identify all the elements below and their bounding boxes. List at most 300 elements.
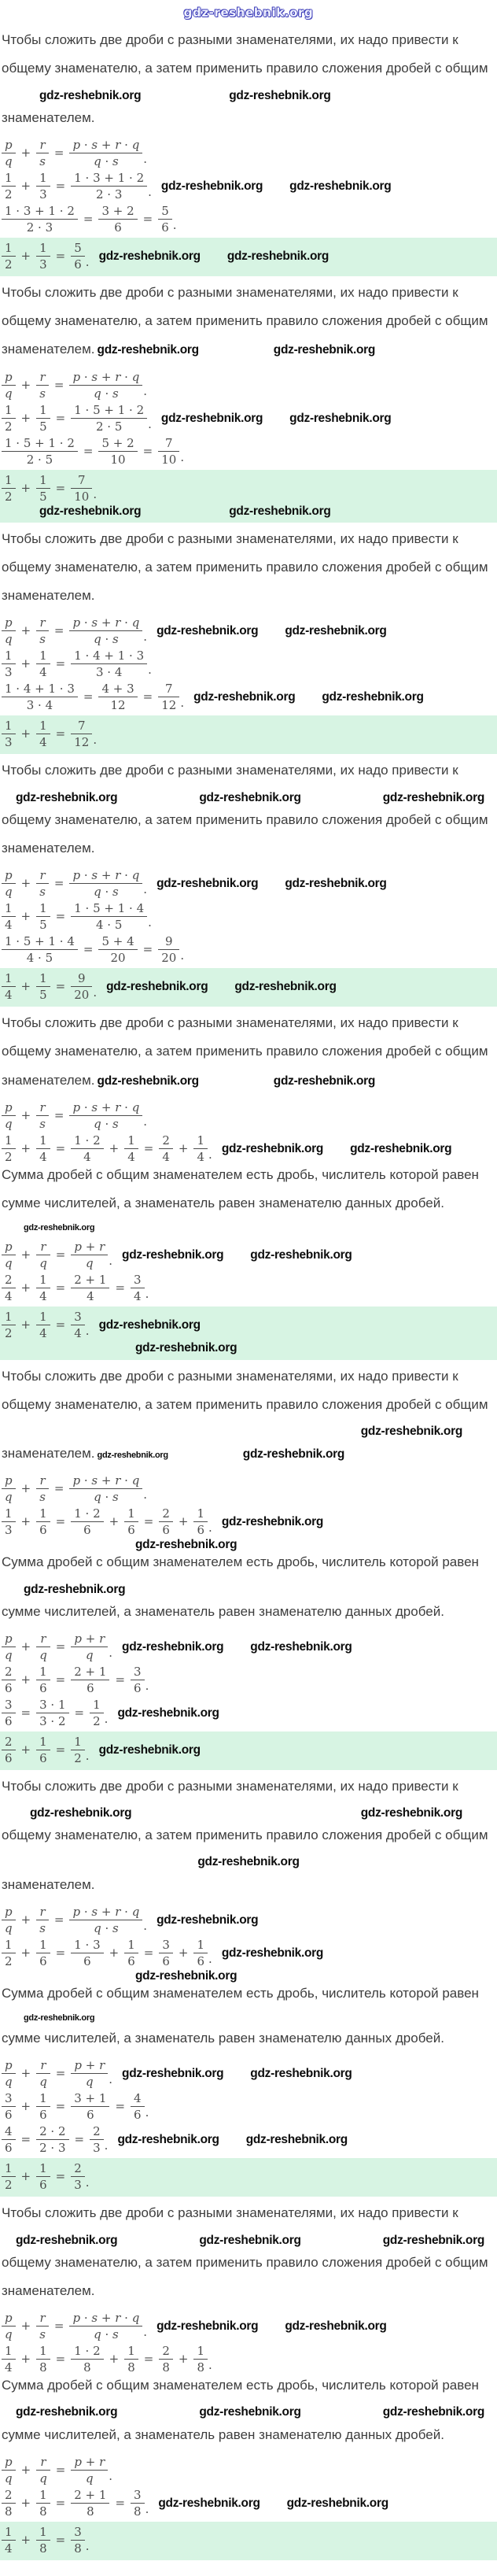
fraction-numerator: p · s + r · q	[69, 1100, 142, 1116]
watermark: gdz-reshebnik.org	[221, 1515, 324, 1529]
watermark: gdz-reshebnik.org	[382, 2233, 484, 2247]
math-operator: .	[143, 383, 148, 398]
fraction	[159, 1506, 173, 1537]
fraction-numerator: 7	[71, 473, 92, 489]
fraction	[159, 2344, 173, 2375]
math-expression	[2, 1310, 90, 1340]
fraction-numerator: r	[36, 1100, 49, 1116]
math-expression	[2, 934, 184, 965]
fraction-numerator: 1	[2, 901, 16, 917]
math-operator: .	[143, 1488, 148, 1502]
fraction-denominator: 20	[74, 988, 90, 1003]
fraction-numerator: p + r	[71, 2455, 108, 2471]
fraction-denominator: 2	[5, 489, 13, 504]
watermark: gdz-reshebnik.org	[360, 1425, 462, 1439]
fraction-numerator: 1	[36, 1665, 50, 1680]
math-operator: =	[53, 1107, 64, 1122]
math-operator: =	[55, 656, 66, 671]
math-operator: .	[85, 1324, 90, 1339]
fraction	[2, 436, 78, 467]
fraction-denominator: q	[5, 1256, 13, 1271]
fraction-denominator: 12	[74, 735, 90, 750]
rule-text	[2, 1043, 495, 1059]
math-line	[2, 615, 495, 646]
highlighted-answer	[0, 2158, 497, 2197]
math-operator: =	[53, 1912, 64, 1927]
math-expression	[2, 204, 177, 235]
math-expression	[2, 1273, 149, 1303]
rule-text-content: сумме числителей, а знаменатель равен знаменателю данных дробей.	[2, 2031, 444, 2046]
watermark-row	[2, 2013, 495, 2023]
fraction-denominator: 4	[74, 1326, 82, 1341]
math-operator: =	[143, 1945, 154, 1960]
math-operator: =	[20, 1705, 31, 1720]
fraction-denominator: 20	[110, 951, 126, 966]
rule-text-content: знаменателем.	[2, 342, 95, 357]
watermark: gdz-reshebnik.org	[16, 2233, 118, 2247]
fraction-denominator: 4	[5, 988, 13, 1003]
fraction	[36, 2311, 49, 2341]
math-operator: =	[53, 876, 64, 891]
math-row	[2, 1632, 495, 1662]
math-operator: =	[55, 2495, 66, 2510]
fraction	[36, 2091, 50, 2122]
fraction	[2, 615, 16, 646]
fraction-denominator: q · s	[94, 386, 119, 401]
math-row	[2, 171, 495, 201]
rule-text	[2, 1445, 495, 1462]
fraction-numerator: 1	[36, 241, 50, 257]
fraction	[193, 1133, 208, 1164]
watermark: gdz-reshebnik.org	[273, 1074, 376, 1088]
fraction	[98, 204, 137, 235]
fraction-numerator: p	[2, 1100, 16, 1116]
fraction-denominator: 3	[5, 1523, 13, 1538]
fraction-numerator: 1	[2, 473, 16, 489]
watermark-row	[2, 1538, 495, 1551]
fraction-numerator: 1	[36, 473, 50, 489]
math-expression	[2, 171, 152, 201]
math-operator: +	[20, 1281, 31, 1295]
fraction-numerator: 1 · 2	[71, 2344, 103, 2360]
fraction-denominator: 6	[127, 1953, 135, 1968]
fraction-numerator: 1	[2, 719, 16, 734]
math-row	[2, 615, 495, 646]
math-row	[2, 370, 495, 401]
rule-text	[2, 2030, 495, 2046]
fraction-numerator: 2 + 1	[71, 2488, 109, 2504]
math-operator: =	[55, 2066, 66, 2081]
fraction-denominator: s	[39, 885, 46, 900]
math-line	[2, 370, 495, 401]
math-operator: +	[20, 1912, 31, 1927]
fraction-denominator: q	[5, 1116, 13, 1131]
fraction-denominator: 8	[39, 2541, 47, 2556]
fraction	[36, 1905, 49, 1935]
math-expression	[2, 615, 147, 646]
math-operator: .	[109, 1645, 113, 1660]
fraction-numerator: r	[36, 1632, 50, 1647]
fraction	[2, 370, 16, 401]
math-operator: +	[178, 1514, 189, 1529]
fraction	[71, 2488, 109, 2519]
rule-text	[2, 530, 495, 547]
rule-text-content: знаменателем.	[2, 2282, 95, 2298]
rule-text	[2, 587, 495, 604]
fraction-numerator: 2	[2, 1273, 16, 1288]
math-operator: =	[53, 2319, 64, 2334]
rule-text-content: общему знаменателю, а затем применить правило сложения дробей с общим	[2, 811, 488, 827]
math-operator: =	[55, 2099, 66, 2114]
math-operator: =	[142, 942, 153, 957]
math-expression	[2, 868, 147, 899]
fraction-numerator: 4	[131, 2091, 145, 2107]
fraction-numerator: 1 · 4 + 1 · 3	[71, 649, 147, 664]
watermark-row	[2, 1425, 495, 1438]
fraction-denominator: 6	[162, 1523, 170, 1538]
math-operator: +	[20, 2462, 31, 2477]
solution-section-1	[2, 31, 495, 276]
math-operator: +	[178, 1945, 189, 1960]
rule-text-content: Сумма дробей с общим знаменателем есть дробь, числитель которой равен	[2, 2378, 479, 2393]
math-row	[2, 649, 495, 679]
watermark: gdz-reshebnik.org	[382, 2405, 484, 2419]
fraction-numerator: p	[2, 370, 16, 386]
fraction-numerator: 3	[71, 1310, 85, 1325]
watermark: gdz-reshebnik.org	[117, 1706, 219, 1720]
math-row	[2, 2091, 495, 2122]
fraction-numerator: p	[2, 868, 16, 884]
math-row	[2, 2311, 495, 2341]
watermark: gdz-reshebnik.org	[382, 790, 484, 804]
fraction-numerator: 7	[71, 719, 92, 734]
math-operator: .	[143, 1918, 148, 1933]
fraction-numerator: 1	[2, 171, 16, 187]
fraction	[36, 2344, 50, 2375]
fraction-numerator: 1	[2, 649, 16, 664]
fraction	[36, 901, 50, 932]
math-operator: =	[55, 248, 66, 263]
fraction-denominator: q	[5, 2471, 13, 2485]
fraction	[2, 403, 16, 434]
fraction-denominator: s	[39, 1490, 46, 1505]
fraction-numerator: p	[2, 615, 16, 631]
fraction-denominator: 2	[5, 1953, 13, 1968]
math-operator: .	[145, 1678, 149, 1693]
fraction	[131, 2488, 145, 2519]
rule-text-content: знаменателем.	[2, 840, 95, 856]
rule-text-content: знаменателем.	[2, 1446, 95, 1462]
fraction-denominator: q	[5, 1920, 13, 1935]
fraction-numerator: 1	[36, 1938, 50, 1953]
math-operator: .	[93, 486, 98, 501]
rule-text	[2, 109, 495, 126]
fraction-denominator: 2	[5, 419, 13, 434]
fraction	[36, 1310, 50, 1340]
fraction-denominator: 6	[197, 1523, 205, 1538]
watermark-row	[2, 791, 495, 804]
fraction-denominator: q	[5, 1490, 13, 1505]
math-line	[2, 868, 495, 899]
rule-text-content: знаменателем.	[2, 588, 95, 604]
fraction-numerator: 1	[36, 403, 50, 419]
fraction-numerator: p + r	[71, 1240, 108, 1255]
fraction-numerator: 9	[71, 971, 92, 987]
watermark-row	[2, 1223, 495, 1233]
fraction	[69, 615, 142, 646]
fraction-numerator: 1	[2, 403, 16, 419]
fraction-numerator: 2	[2, 1665, 16, 1680]
math-row	[2, 971, 494, 1002]
solution-content	[2, 31, 495, 2560]
fraction-denominator: 4	[5, 1289, 13, 1304]
fraction	[36, 1665, 50, 1695]
math-operator: .	[109, 1254, 113, 1269]
fraction-denominator: 2 · 3	[95, 187, 123, 201]
fraction	[2, 1273, 16, 1303]
math-operator: =	[115, 2495, 126, 2510]
watermark: gdz-reshebnik.org	[97, 343, 199, 357]
math-operator: .	[143, 2325, 148, 2340]
rule-text-content: знаменателем.	[2, 1876, 95, 1892]
math-expression	[2, 901, 152, 932]
fraction-denominator: 4	[5, 2541, 13, 2556]
rule-text-content: Чтобы сложить две дроби с разными знаменателями, их надо привести к	[2, 2205, 458, 2221]
fraction-denominator: 10	[161, 452, 177, 467]
fraction-numerator: 1	[71, 1735, 85, 1750]
fraction-denominator: 6	[39, 2178, 47, 2193]
fraction-denominator: 6	[39, 1953, 47, 1968]
fraction-denominator: 6	[83, 1523, 91, 1538]
watermark: gdz-reshebnik.org	[160, 179, 263, 193]
fraction-numerator: p · s + r · q	[69, 868, 142, 884]
math-operator: +	[20, 2099, 31, 2114]
fraction	[90, 1698, 104, 1728]
fraction-numerator: 1	[90, 1698, 104, 1713]
watermark: gdz-reshebnik.org	[285, 2319, 387, 2334]
fraction-denominator: 6	[134, 1680, 142, 1695]
watermark: gdz-reshebnik.org	[250, 2067, 352, 2081]
rule-text	[2, 284, 495, 301]
fraction-numerator: 3	[131, 1665, 145, 1680]
math-operator: .	[143, 882, 148, 897]
rule-text	[2, 762, 495, 778]
fraction-denominator: 3 · 4	[26, 698, 53, 713]
watermark: gdz-reshebnik.org	[122, 2067, 224, 2081]
watermark: gdz-reshebnik.org	[117, 2133, 219, 2147]
fraction	[36, 1938, 50, 1968]
math-operator: +	[20, 1107, 31, 1122]
fraction-numerator: 2 + 1	[71, 1665, 109, 1680]
fraction-denominator: 6	[127, 1523, 135, 1538]
fraction	[36, 2455, 50, 2485]
watermark: gdz-reshebnik.org	[158, 2496, 260, 2510]
fraction-numerator: 1	[2, 241, 16, 257]
math-operator: =	[83, 211, 94, 226]
watermark: gdz-reshebnik.org	[97, 1074, 199, 1088]
math-row	[2, 2488, 495, 2519]
rule-text-content: общему знаменателю, а затем применить правило сложения дробей с общим	[2, 1828, 488, 1843]
fraction-numerator: 1	[124, 1938, 138, 1953]
fraction	[131, 2091, 145, 2122]
math-operator: .	[143, 151, 148, 166]
math-operator: +	[20, 248, 31, 263]
watermark: gdz-reshebnik.org	[156, 1913, 259, 1927]
math-row	[2, 1665, 495, 1695]
highlighted-answer	[0, 1306, 497, 1359]
watermark: gdz-reshebnik.org	[98, 1318, 201, 1332]
math-operator: =	[55, 2532, 66, 2547]
math-operator: +	[109, 2352, 120, 2367]
math-expression	[2, 1698, 108, 1728]
math-line	[2, 1506, 495, 1551]
fraction-numerator: p · s + r · q	[69, 615, 142, 631]
rule-text	[2, 2282, 495, 2299]
math-operator: .	[208, 1951, 212, 1966]
rule-text-content: Сумма дробей с общим знаменателем есть дробь, числитель которой равен	[2, 1985, 479, 2001]
fraction-numerator: 5 + 4	[98, 934, 137, 950]
math-operator: =	[83, 942, 94, 957]
fraction	[36, 138, 49, 168]
math-line	[2, 2344, 495, 2375]
math-operator: =	[55, 178, 66, 193]
fraction-denominator: 8	[162, 2360, 170, 2375]
rule-text	[2, 341, 495, 357]
watermark: gdz-reshebnik.org	[229, 504, 331, 518]
math-expression	[2, 2161, 90, 2192]
fraction-denominator: q · s	[94, 1920, 119, 1935]
fraction	[71, 1240, 108, 1270]
fraction-numerator: 3 + 2	[98, 204, 137, 220]
fraction	[71, 1273, 109, 1303]
rule-text	[2, 1827, 495, 1843]
fraction	[98, 682, 137, 712]
fraction-denominator: 2 · 5	[26, 452, 53, 467]
math-row	[2, 934, 495, 965]
fraction-denominator: 2 · 5	[95, 419, 123, 434]
fraction	[158, 682, 179, 712]
math-operator: .	[85, 2175, 90, 2190]
fraction-numerator: 1	[36, 649, 50, 664]
watermark: gdz-reshebnik.org	[285, 624, 387, 638]
fraction-numerator: 1	[36, 2091, 50, 2107]
fraction	[2, 2124, 16, 2155]
fraction	[36, 1698, 68, 1728]
math-operator: =	[53, 1481, 64, 1496]
math-line	[2, 1133, 495, 1164]
math-operator: =	[115, 2099, 126, 2114]
fraction-numerator: p	[2, 1240, 16, 1255]
fraction-denominator: 10	[110, 452, 126, 467]
math-expression	[2, 2091, 149, 2122]
fraction-denominator: 2	[93, 1713, 101, 1728]
math-operator: =	[55, 1639, 66, 1654]
fraction-denominator: 6	[197, 1953, 205, 1968]
math-operator: =	[20, 2132, 31, 2147]
rule-text-content: Сумма дробей с общим знаменателем есть дробь, числитель которой равен	[2, 1554, 479, 1570]
fraction-denominator: 10	[74, 489, 90, 504]
fraction	[69, 1473, 142, 1504]
fraction-denominator: s	[39, 153, 46, 168]
fraction	[2, 171, 16, 201]
fraction	[98, 436, 137, 467]
math-operator: .	[208, 1521, 212, 1536]
fraction	[69, 138, 142, 168]
math-expression	[2, 971, 97, 1002]
fraction	[71, 2058, 108, 2089]
fraction-denominator: 4 · 5	[26, 951, 53, 966]
fraction	[159, 1133, 173, 1164]
fraction-denominator: 5	[39, 988, 47, 1003]
math-line	[2, 1240, 495, 1270]
watermark-row	[2, 2405, 495, 2419]
fraction-denominator: q	[39, 1647, 47, 1662]
watermark: gdz-reshebnik.org	[98, 249, 201, 263]
fraction-numerator: r	[36, 138, 49, 153]
math-operator: =	[53, 377, 64, 392]
fraction-numerator: 3 + 1	[71, 2091, 109, 2107]
fraction	[2, 901, 16, 932]
math-row	[2, 204, 495, 235]
rule-text	[2, 2426, 495, 2443]
math-line	[2, 1273, 495, 1303]
fraction	[36, 1100, 49, 1131]
fraction	[2, 2161, 16, 2192]
fraction-numerator: r	[36, 2058, 50, 2074]
math-operator: .	[180, 696, 185, 711]
fraction-numerator: p · s + r · q	[69, 2311, 142, 2327]
math-expression	[2, 1473, 147, 1504]
math-operator: +	[20, 2532, 31, 2547]
math-row	[2, 2124, 495, 2155]
math-line	[2, 2488, 495, 2519]
math-row	[2, 868, 495, 899]
fraction	[71, 403, 147, 434]
fraction	[36, 1473, 49, 1504]
math-line	[2, 1665, 495, 1695]
fraction-denominator: q	[5, 2327, 13, 2342]
math-expression	[2, 1735, 90, 1765]
fraction-numerator: p · s + r · q	[69, 1905, 142, 1920]
fraction-denominator: 8	[5, 2504, 13, 2519]
fraction-numerator: 1	[36, 2161, 50, 2177]
math-expression	[2, 2525, 90, 2556]
fraction-numerator: r	[36, 2311, 49, 2327]
rule-text-content: общему знаменателю, а затем применить правило сложения дробей с общим	[2, 313, 488, 329]
fraction-denominator: 6	[39, 2108, 47, 2123]
fraction	[2, 971, 16, 1002]
watermark: gdz-reshebnik.org	[221, 1141, 324, 1155]
math-operator: =	[142, 689, 153, 704]
math-operator: +	[20, 145, 31, 160]
fraction-numerator: p · s + r · q	[69, 1473, 142, 1489]
math-operator: +	[20, 656, 31, 671]
watermark: gdz-reshebnik.org	[97, 1451, 168, 1461]
fraction-denominator: 6	[5, 1750, 13, 1765]
watermark: gdz-reshebnik.org	[250, 1248, 352, 1262]
math-expression	[2, 1240, 112, 1270]
math-expression	[2, 1938, 212, 1968]
fraction-numerator: 5 + 2	[98, 436, 137, 452]
fraction	[71, 241, 85, 272]
fraction-numerator: 2	[71, 2161, 85, 2177]
fraction-numerator: 1	[2, 2344, 16, 2360]
rule-text	[2, 31, 495, 48]
watermark: gdz-reshebnik.org	[199, 2405, 301, 2419]
fraction	[69, 370, 142, 401]
rule-text-content: Чтобы сложить две дроби с разными знаменателями, их надо привести к	[2, 1778, 458, 1794]
fraction-denominator: s	[39, 632, 46, 647]
